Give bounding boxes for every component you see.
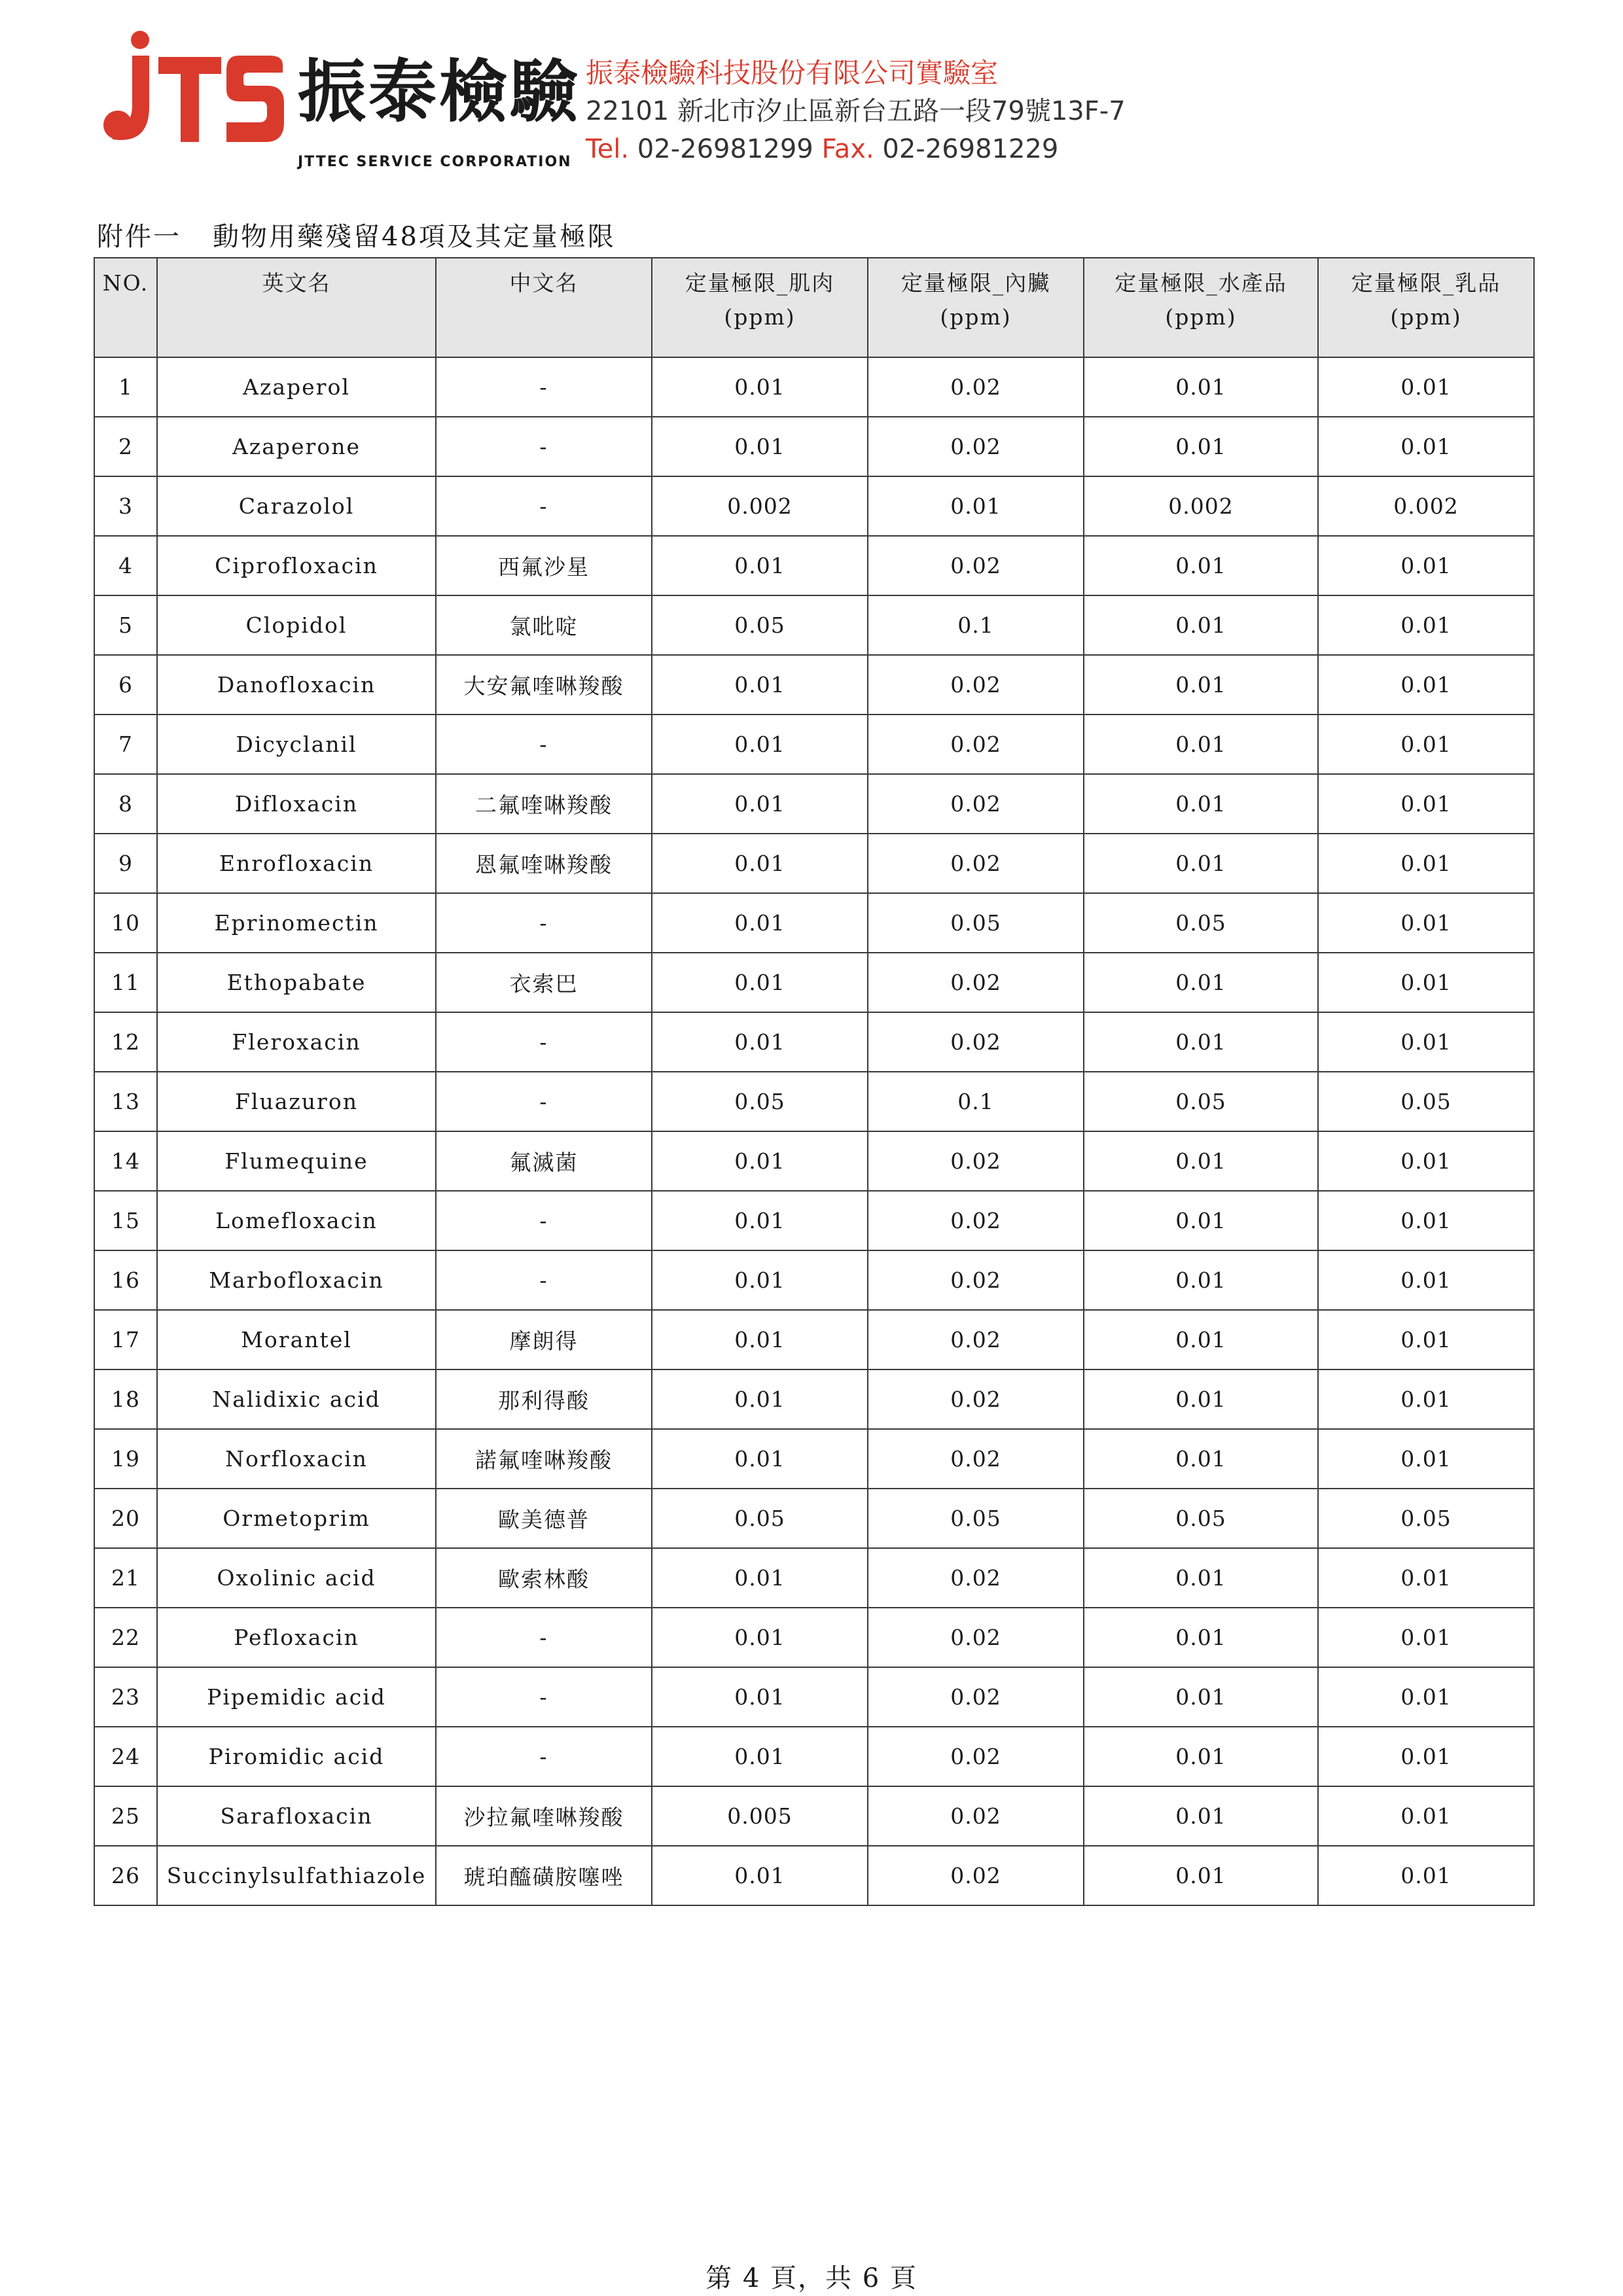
cell-chinese-name: 大安氟喹啉羧酸: [436, 655, 652, 715]
cell-chinese-name: 那利得酸: [436, 1369, 652, 1429]
cell-english-name: Lomefloxacin: [157, 1191, 436, 1250]
cell-loq-dairy: 0.01: [1318, 1250, 1534, 1310]
cell-loq-aquatic: 0.01: [1084, 1131, 1318, 1191]
cell-loq-dairy: 0.01: [1318, 357, 1534, 417]
cell-loq-viscera: 0.02: [868, 1131, 1084, 1191]
page-number: 第 4 頁，共 6 頁: [705, 2263, 918, 2293]
cell-loq-viscera: 0.02: [868, 655, 1084, 715]
cell-loq-muscle: 0.01: [652, 1429, 868, 1489]
cell-loq-muscle: 0.05: [652, 595, 868, 655]
table-row: [94, 1548, 1534, 1608]
cell-english-name: Azaperol: [157, 357, 436, 417]
cell-no: 25: [94, 1786, 157, 1846]
cell-loq-muscle: 0.01: [652, 774, 868, 834]
cell-no: 19: [94, 1429, 157, 1489]
cell-loq-dairy: 0.01: [1318, 1667, 1534, 1727]
cell-loq-dairy: 0.01: [1318, 1608, 1534, 1667]
cell-loq-viscera: 0.02: [868, 1548, 1084, 1608]
cell-no: 15: [94, 1191, 157, 1250]
residue-limit-table: [94, 257, 1535, 1906]
cell-loq-muscle: 0.01: [652, 1131, 868, 1191]
cell-loq-dairy: 0.01: [1318, 655, 1534, 715]
cell-chinese-name: 歐索林酸: [436, 1548, 652, 1608]
cell-loq-muscle: 0.01: [652, 1191, 868, 1250]
cell-loq-viscera: 0.1: [868, 1072, 1084, 1131]
cell-english-name: Succinylsulfathiazole: [157, 1846, 436, 1905]
fax-number: 02-26981229: [882, 134, 1059, 164]
cell-chinese-name: -: [436, 1072, 652, 1131]
cell-loq-viscera: 0.02: [868, 536, 1084, 595]
cell-no: 22: [94, 1608, 157, 1667]
document-title: [97, 216, 616, 253]
cell-loq-aquatic: 0.01: [1084, 655, 1318, 715]
cell-no: 24: [94, 1727, 157, 1786]
cell-loq-viscera: 0.02: [868, 1846, 1084, 1905]
cell-no: 7: [94, 715, 157, 774]
cell-loq-viscera: 0.02: [868, 1310, 1084, 1369]
cell-loq-muscle: 0.01: [652, 655, 868, 715]
cell-loq-dairy: 0.01: [1318, 1548, 1534, 1608]
table-row: [94, 417, 1534, 476]
cell-loq-dairy: 0.01: [1318, 1846, 1534, 1905]
cell-loq-muscle: 0.01: [652, 1608, 868, 1667]
cell-english-name: Flumequine: [157, 1131, 436, 1191]
cell-english-name: Sarafloxacin: [157, 1786, 436, 1846]
cell-no: 11: [94, 953, 157, 1012]
document-header: [98, 29, 1538, 170]
cell-loq-aquatic: 0.01: [1084, 1548, 1318, 1608]
table-row: [94, 1131, 1534, 1191]
cell-loq-aquatic: 0.01: [1084, 1250, 1318, 1310]
cell-chinese-name: -: [436, 417, 652, 476]
cell-loq-muscle: 0.01: [652, 834, 868, 893]
tel-number: 02-26981299: [637, 134, 813, 164]
cell-no: 9: [94, 834, 157, 893]
header-english-name: 英文名: [157, 258, 436, 357]
cell-chinese-name: -: [436, 476, 652, 536]
cell-loq-viscera: 0.02: [868, 1667, 1084, 1727]
table-body: [94, 357, 1534, 1905]
cell-no: 23: [94, 1667, 157, 1727]
cell-loq-muscle: 0.01: [652, 1369, 868, 1429]
cell-english-name: Difloxacin: [157, 774, 436, 834]
cell-chinese-name: 二氟喹啉羧酸: [436, 774, 652, 834]
cell-no: 13: [94, 1072, 157, 1131]
cell-chinese-name: 琥珀醯磺胺噻唑: [436, 1846, 652, 1905]
cell-english-name: Norfloxacin: [157, 1429, 436, 1489]
cell-loq-dairy: 0.01: [1318, 953, 1534, 1012]
cell-loq-muscle: 0.01: [652, 1667, 868, 1727]
cell-loq-dairy: 0.01: [1318, 1191, 1534, 1250]
cell-no: 12: [94, 1012, 157, 1072]
table-row: [94, 1250, 1534, 1310]
cell-loq-aquatic: 0.01: [1084, 1191, 1318, 1250]
cell-loq-dairy: 0.01: [1318, 1727, 1534, 1786]
table-row: [94, 1369, 1534, 1429]
cell-loq-muscle: 0.01: [652, 536, 868, 595]
table-row: [94, 774, 1534, 834]
cell-loq-dairy: 0.01: [1318, 536, 1534, 595]
cell-chinese-name: -: [436, 1250, 652, 1310]
table-row: [94, 1191, 1534, 1250]
cell-loq-viscera: 0.02: [868, 1786, 1084, 1846]
cell-loq-dairy: 0.05: [1318, 1489, 1534, 1548]
cell-loq-dairy: 0.05: [1318, 1072, 1534, 1131]
cell-chinese-name: 歐美德普: [436, 1489, 652, 1548]
table-row: [94, 655, 1534, 715]
company-info: [586, 54, 1126, 168]
cell-english-name: Clopidol: [157, 595, 436, 655]
cell-loq-muscle: 0.01: [652, 1012, 868, 1072]
cell-loq-viscera: 0.02: [868, 834, 1084, 893]
header-chinese-name: 中文名: [436, 258, 652, 357]
table-row: [94, 1012, 1534, 1072]
cell-chinese-name: -: [436, 1012, 652, 1072]
cell-no: 21: [94, 1548, 157, 1608]
cell-english-name: Danofloxacin: [157, 655, 436, 715]
cell-loq-dairy: 0.01: [1318, 1012, 1534, 1072]
cell-loq-aquatic: 0.01: [1084, 536, 1318, 595]
table-header-row: [94, 258, 1534, 357]
header-loq-viscera: 定量極限_內臟 (ppm): [868, 258, 1084, 357]
cell-english-name: Pefloxacin: [157, 1608, 436, 1667]
cell-loq-dairy: 0.01: [1318, 715, 1534, 774]
cell-loq-dairy: 0.01: [1318, 1429, 1534, 1489]
cell-loq-aquatic: 0.01: [1084, 1846, 1318, 1905]
cell-loq-aquatic: 0.01: [1084, 774, 1318, 834]
cell-loq-dairy: 0.01: [1318, 1310, 1534, 1369]
header-loq-aquatic: 定量極限_水產品 (ppm): [1084, 258, 1318, 357]
cell-loq-aquatic: 0.01: [1084, 1608, 1318, 1667]
table-row: [94, 1727, 1534, 1786]
cell-no: 4: [94, 536, 157, 595]
cell-loq-aquatic: 0.01: [1084, 834, 1318, 893]
cell-loq-aquatic: 0.01: [1084, 1012, 1318, 1072]
cell-english-name: Ormetoprim: [157, 1489, 436, 1548]
cell-chinese-name: -: [436, 893, 652, 953]
cell-loq-aquatic: 0.01: [1084, 417, 1318, 476]
cell-loq-aquatic: 0.01: [1084, 357, 1318, 417]
cell-loq-aquatic: 0.01: [1084, 595, 1318, 655]
table-row: [94, 536, 1534, 595]
cell-chinese-name: -: [436, 1667, 652, 1727]
cell-loq-aquatic: 0.01: [1084, 1786, 1318, 1846]
cell-loq-muscle: 0.01: [652, 1250, 868, 1310]
table-row: [94, 893, 1534, 953]
cell-english-name: Ethopabate: [157, 953, 436, 1012]
cell-no: 16: [94, 1250, 157, 1310]
cell-chinese-name: 氯吡啶: [436, 595, 652, 655]
company-address: 22101 新北市汐止區新台五路一段79號13F-7: [586, 96, 1126, 126]
cell-english-name: Dicyclanil: [157, 715, 436, 774]
brand-name: 振泰檢驗: [298, 52, 581, 132]
header-loq-dairy: 定量極限_乳品 (ppm): [1318, 258, 1534, 357]
cell-english-name: Azaperone: [157, 417, 436, 476]
table-row: [94, 1429, 1534, 1489]
cell-loq-aquatic: 0.05: [1084, 893, 1318, 953]
cell-loq-aquatic: 0.01: [1084, 1310, 1318, 1369]
cell-no: 3: [94, 476, 157, 536]
table-row: [94, 1608, 1534, 1667]
cell-loq-viscera: 0.02: [868, 357, 1084, 417]
cell-chinese-name: -: [436, 1191, 652, 1250]
table-row: [94, 953, 1534, 1012]
cell-english-name: Marbofloxacin: [157, 1250, 436, 1310]
table-row: [94, 715, 1534, 774]
cell-loq-viscera: 0.02: [868, 774, 1084, 834]
header-loq-muscle: 定量極限_肌肉 (ppm): [652, 258, 868, 357]
cell-loq-viscera: 0.02: [868, 1369, 1084, 1429]
cell-loq-aquatic: 0.05: [1084, 1489, 1318, 1548]
table-row: [94, 1846, 1534, 1905]
cell-loq-muscle: 0.01: [652, 1548, 868, 1608]
cell-loq-viscera: 0.02: [868, 1250, 1084, 1310]
jts-logo-icon: [98, 29, 288, 154]
cell-loq-aquatic: 0.01: [1084, 1727, 1318, 1786]
cell-chinese-name: 諾氟喹啉羧酸: [436, 1429, 652, 1489]
cell-chinese-name: 摩朗得: [436, 1310, 652, 1369]
cell-no: 5: [94, 595, 157, 655]
cell-no: 10: [94, 893, 157, 953]
cell-english-name: Oxolinic acid: [157, 1548, 436, 1608]
cell-no: 18: [94, 1369, 157, 1429]
cell-loq-viscera: 0.1: [868, 595, 1084, 655]
cell-english-name: Carazolol: [157, 476, 436, 536]
cell-loq-aquatic: 0.01: [1084, 715, 1318, 774]
cell-chinese-name: 西氟沙星: [436, 536, 652, 595]
cell-loq-dairy: 0.01: [1318, 1131, 1534, 1191]
cell-loq-aquatic: 0.01: [1084, 1369, 1318, 1429]
cell-chinese-name: 衣索巴: [436, 953, 652, 1012]
cell-no: 20: [94, 1489, 157, 1548]
table-row: [94, 1310, 1534, 1369]
cell-chinese-name: -: [436, 357, 652, 417]
cell-loq-viscera: 0.02: [868, 1608, 1084, 1667]
cell-chinese-name: 沙拉氟喹啉羧酸: [436, 1786, 652, 1846]
cell-loq-muscle: 0.05: [652, 1489, 868, 1548]
cell-loq-dairy: 0.01: [1318, 1369, 1534, 1429]
cell-no: 2: [94, 417, 157, 476]
cell-loq-viscera: 0.02: [868, 715, 1084, 774]
table-row: [94, 1072, 1534, 1131]
cell-loq-aquatic: 0.05: [1084, 1072, 1318, 1131]
cell-chinese-name: 氟滅菌: [436, 1131, 652, 1191]
cell-no: 14: [94, 1131, 157, 1191]
table-row: [94, 1489, 1534, 1548]
cell-english-name: Enrofloxacin: [157, 834, 436, 893]
cell-loq-muscle: 0.01: [652, 953, 868, 1012]
cell-loq-muscle: 0.01: [652, 1846, 868, 1905]
cell-chinese-name: 恩氟喹啉羧酸: [436, 834, 652, 893]
cell-no: 17: [94, 1310, 157, 1369]
cell-english-name: Eprinomectin: [157, 893, 436, 953]
cell-english-name: Pipemidic acid: [157, 1667, 436, 1727]
cell-loq-viscera: 0.02: [868, 417, 1084, 476]
table-row: [94, 476, 1534, 536]
brand-subtitle: JTTEC SERVICE CORPORATION: [298, 154, 572, 170]
cell-english-name: Fleroxacin: [157, 1012, 436, 1072]
fax-label: Fax.: [821, 134, 874, 164]
cell-chinese-name: -: [436, 1608, 652, 1667]
cell-loq-muscle: 0.01: [652, 357, 868, 417]
cell-english-name: Nalidixic acid: [157, 1369, 436, 1429]
cell-loq-muscle: 0.01: [652, 1727, 868, 1786]
cell-english-name: Piromidic acid: [157, 1727, 436, 1786]
cell-loq-viscera: 0.02: [868, 1012, 1084, 1072]
cell-loq-muscle: 0.01: [652, 1310, 868, 1369]
cell-loq-dairy: 0.01: [1318, 834, 1534, 893]
cell-loq-dairy: 0.01: [1318, 1786, 1534, 1846]
cell-loq-muscle: 0.002: [652, 476, 868, 536]
cell-loq-aquatic: 0.002: [1084, 476, 1318, 536]
cell-no: 6: [94, 655, 157, 715]
cell-chinese-name: -: [436, 1727, 652, 1786]
cell-loq-muscle: 0.01: [652, 893, 868, 953]
cell-english-name: Ciprofloxacin: [157, 536, 436, 595]
company-contact: [586, 130, 1126, 168]
cell-loq-dairy: 0.01: [1318, 774, 1534, 834]
cell-chinese-name: -: [436, 715, 652, 774]
cell-no: 8: [94, 774, 157, 834]
cell-loq-aquatic: 0.01: [1084, 953, 1318, 1012]
cell-loq-dairy: 0.01: [1318, 893, 1534, 953]
title-main: 動物用藥殘留48項及其定量極限: [213, 222, 616, 252]
cell-loq-muscle: 0.005: [652, 1786, 868, 1846]
table-row: [94, 834, 1534, 893]
table-row: [94, 1786, 1534, 1846]
cell-loq-viscera: 0.02: [868, 1191, 1084, 1250]
title-attachment: 附件一: [97, 222, 181, 252]
cell-loq-muscle: 0.01: [652, 417, 868, 476]
cell-loq-viscera: 0.05: [868, 1489, 1084, 1548]
cell-loq-viscera: 0.01: [868, 476, 1084, 536]
tel-label: Tel.: [586, 134, 630, 164]
table-row: [94, 595, 1534, 655]
cell-english-name: Fluazuron: [157, 1072, 436, 1131]
cell-loq-viscera: 0.02: [868, 1727, 1084, 1786]
cell-loq-dairy: 0.01: [1318, 595, 1534, 655]
company-name: 振泰檢驗科技股份有限公司實驗室: [586, 57, 999, 89]
cell-loq-viscera: 0.05: [868, 893, 1084, 953]
cell-loq-aquatic: 0.01: [1084, 1667, 1318, 1727]
cell-loq-aquatic: 0.01: [1084, 1429, 1318, 1489]
cell-loq-dairy: 0.002: [1318, 476, 1534, 536]
cell-loq-viscera: 0.02: [868, 1429, 1084, 1489]
cell-loq-muscle: 0.01: [652, 715, 868, 774]
cell-english-name: Morantel: [157, 1310, 436, 1369]
cell-no: 1: [94, 357, 157, 417]
cell-loq-viscera: 0.02: [868, 953, 1084, 1012]
cell-loq-dairy: 0.01: [1318, 417, 1534, 476]
table-row: [94, 357, 1534, 417]
table-row: [94, 1667, 1534, 1727]
header-no: NO.: [94, 258, 157, 357]
cell-no: 26: [94, 1846, 157, 1905]
cell-loq-muscle: 0.05: [652, 1072, 868, 1131]
